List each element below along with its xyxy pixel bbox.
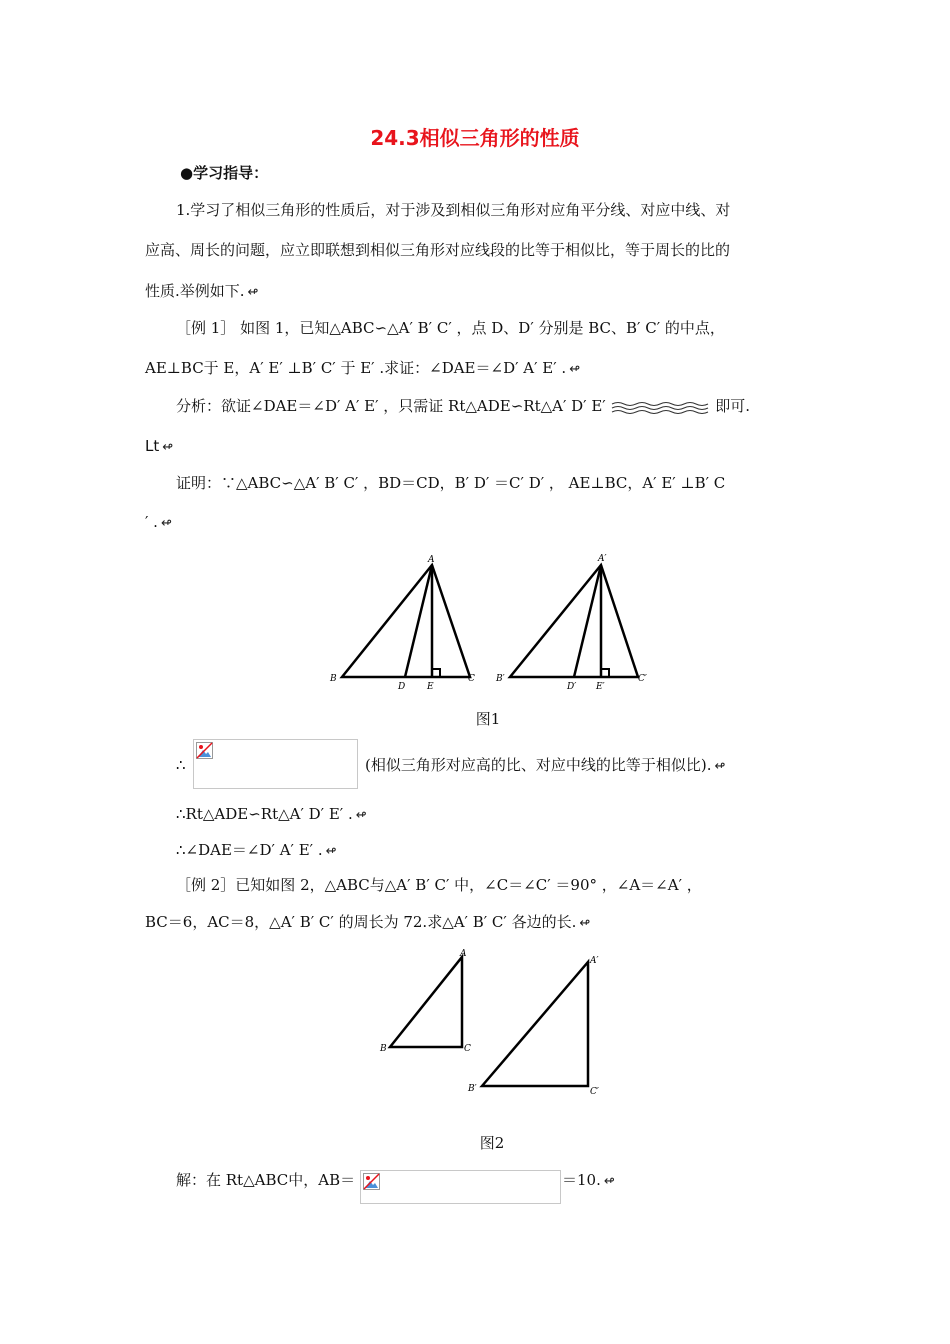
label-c-prime: C′: [638, 674, 647, 684]
figure2-caption: 图2: [479, 1134, 505, 1152]
proof-line1: [176, 473, 725, 493]
label-c: C: [464, 1044, 471, 1054]
label-b-prime: B′: [468, 1084, 477, 1094]
para1-line1: [176, 200, 730, 220]
example2-line2: [145, 912, 590, 934]
formula-image-placeholder: [193, 739, 358, 789]
broken-image-icon: [363, 1173, 380, 1190]
label-a: A: [428, 555, 435, 565]
label-b-prime: B′: [496, 674, 505, 684]
stray-mark-line: [145, 436, 173, 458]
paragraph-mark-icon: ↫: [355, 808, 367, 823]
example1-line1-text: ［例 1］ 如图 1，已知△ABC∽△A′ B′ C′ ，点 D、D′ 分别是 BC、B′ C′ 的中点，: [176, 319, 725, 337]
analysis-text: 分析：欲证∠DAE＝∠D′ A′ E′ ，只需证 Rt△ADE∽Rt△A′ D′ E′: [176, 397, 606, 415]
figure1-caption: 图1: [475, 710, 501, 728]
label-b: B: [380, 1044, 387, 1054]
document-title: 24.3相似三角形的性质: [370, 126, 580, 150]
paragraph-mark-icon: ↫: [569, 362, 581, 377]
para1-line3: [145, 281, 258, 303]
figure2-large-triangle: [467, 956, 599, 1097]
label-a: A: [460, 949, 467, 959]
conclusion-line2-text: ∴Rt△ADE∽Rt△A′ D′ E′ .: [176, 805, 353, 823]
para1-line2-text: 应高、周长的问题，应立即联想到相似三角形对应线段的比等于相似比，等于周长的比的: [145, 241, 731, 259]
proof-line2: [145, 512, 172, 534]
para1-line3-text: 性质.举例如下.: [145, 282, 245, 300]
analysis-end-text: 即可.: [715, 397, 751, 415]
paragraph-mark-icon: ↫: [325, 844, 337, 859]
conclusion-line3-text: ∴∠DAE＝∠D′ A′ E′ .: [176, 841, 323, 859]
para1-line1-text: 1.学习了相似三角形的性质后，对于涉及到相似三角形对应角平分线、对应中线、对: [176, 201, 731, 219]
label-d-prime: D′: [567, 682, 577, 692]
example2-line1: [176, 875, 702, 895]
broken-image-icon: [196, 742, 213, 759]
figure1-diagram: [325, 550, 655, 695]
conclusion-suffix-text: (相似三角形对应高的比、对应中线的比等于相似比).: [365, 756, 712, 774]
label-a-prime: A′: [590, 956, 599, 966]
label-c-prime: C′: [590, 1087, 599, 1097]
wavy-underline-icon: [610, 400, 710, 414]
proof-line1-text: 证明：∵△ABC∽△A′ B′ C′ ，BD＝CD，B′ D′ ＝C′ D′ ， AE⊥BC，A′ E′ ⊥B′ C: [176, 474, 726, 492]
paragraph-mark-icon: ↫: [714, 759, 726, 774]
proof-line2-text: ′ .: [145, 513, 158, 531]
section-heading: ●学习指导：: [180, 164, 269, 182]
label-e: E: [427, 682, 434, 692]
solution-prefix: 解：在 Rt△ABC中，AB＝: [176, 1171, 356, 1189]
conclusion-line1-suffix: [365, 755, 725, 777]
example2-line1-text: ［例 2］已知如图 2，△ABC与△A′ B′ C′ 中，∠C＝∠C′ ＝90° ，∠A＝∠A′ ，: [176, 876, 702, 894]
label-c: C: [468, 674, 475, 684]
para1-line2: [145, 240, 730, 260]
figure1-right-triangle: [495, 554, 647, 692]
example1-line2: [145, 358, 580, 380]
conclusion-line2: [176, 804, 367, 826]
figure1-left-triangle: [329, 555, 475, 692]
stray-text: Lt: [145, 437, 160, 455]
example1-line1: [176, 318, 725, 338]
solution-formula-image-placeholder: [360, 1170, 561, 1204]
figure2-small-triangle: [379, 949, 471, 1054]
label-e-prime: E′: [596, 682, 605, 692]
example1-analysis: [176, 396, 750, 416]
paragraph-mark-icon: ↫: [579, 916, 591, 931]
label-d: D: [398, 682, 406, 692]
label-b: B: [330, 674, 337, 684]
solution-suffix-text: ＝10.: [562, 1171, 601, 1189]
paragraph-mark-icon: ↫: [160, 516, 172, 531]
conclusion-prefix: ∴: [176, 756, 186, 774]
example1-line2-text: AE⊥BC于 E，A′ E′ ⊥B′ C′ 于 E′ .求证：∠DAE＝∠D′ A′ E′ .: [145, 359, 567, 377]
label-a-prime: A′: [598, 554, 607, 564]
example2-line2-text: BC＝6，AC＝8，△A′ B′ C′ 的周长为 72.求△A′ B′ C′ 各边的长.: [145, 913, 577, 931]
conclusion-line3: [176, 840, 337, 862]
figure2-diagram: [375, 948, 615, 1098]
paragraph-mark-icon: ↫: [162, 440, 174, 455]
solution-suffix: [562, 1170, 615, 1192]
paragraph-mark-icon: ↫: [603, 1174, 615, 1189]
paragraph-mark-icon: ↫: [247, 285, 259, 300]
